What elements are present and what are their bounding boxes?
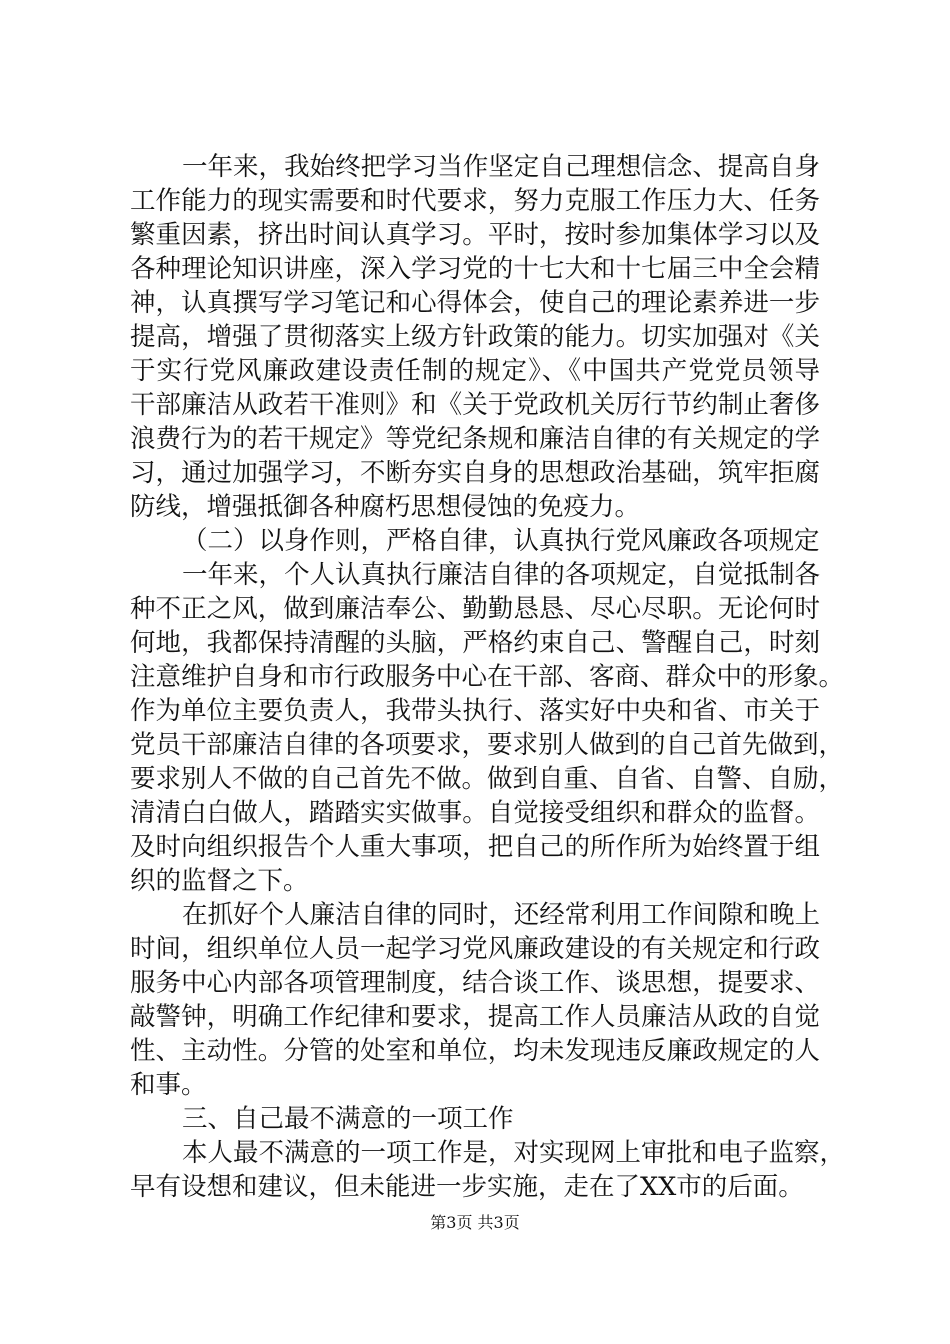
text-line: 何地，我都保持清醒的头脑，严格约束自己、警醒自己，时刻 [130, 628, 820, 658]
text-line: 要求别人不做的自己首先不做。做到自重、自省、自警、自励， [130, 764, 845, 794]
text-line: 性、主动性。分管的处室和单位，均未发现违反廉政规定的人 [130, 1036, 820, 1066]
text-line: 在抓好个人廉洁自律的同时，还经常利用工作间隙和晚上 [182, 900, 820, 930]
text-line: 清清白白做人，踏踏实实做事。自觉接受组织和群众的监督。 [130, 798, 820, 828]
text-line: 繁重因素，挤出时间认真学习。平时，按时参加集体学习以及 [130, 220, 820, 250]
text-line: 及时向组织报告个人重大事项，把自己的所作所为始终置于组 [130, 832, 820, 862]
text-line: 浪费行为的若干规定》等党纪条规和廉洁自律的有关规定的学 [130, 424, 820, 454]
text-line: 提高，增强了贯彻落实上级方针政策的能力。切实加强对《关 [130, 322, 820, 352]
text-line: 党员干部廉洁自律的各项要求，要求别人做到的自己首先做到， [130, 730, 845, 760]
text-line: 防线，增强抵御各种腐朽思想侵蚀的免疫力。 [130, 492, 641, 522]
text-line: 神，认真撰写学习笔记和心得体会，使自己的理论素养进一步 [130, 288, 820, 318]
text-line: 注意维护自身和市行政服务中心在干部、客商、群众中的形象。 [130, 662, 845, 692]
text-line: 习，通过加强学习，不断夯实自身的思想政治基础，筑牢拒腐 [130, 458, 820, 488]
text-line: 本人最不满意的一项工作是，对实现网上审批和电子监察， [182, 1138, 846, 1168]
text-line: 干部廉洁从政若干准则》和《关于党政机关厉行节约制止奢侈 [130, 390, 820, 420]
text-line: 和事。 [130, 1070, 207, 1100]
text-line: 一年来，个人认真执行廉洁自律的各项规定，自觉抵制各 [182, 560, 820, 590]
text-line: 早有设想和建议，但未能进一步实施，走在了XX市的后面。 [130, 1172, 804, 1202]
text-line: 三、自己最不满意的一项工作 [182, 1104, 514, 1134]
text-line: 工作能力的现实需要和时代要求，努力克服工作压力大、任务 [130, 186, 820, 216]
text-line: 服务中心内部各项管理制度，结合谈工作、谈思想，提要求、 [130, 968, 820, 998]
text-line: （二）以身作则，严格自律，认真执行党风廉政各项规定 [182, 526, 820, 556]
text-line: 各种理论知识讲座，深入学习党的十七大和十七届三中全会精 [130, 254, 820, 284]
text-line: 种不正之风，做到廉洁奉公、勤勤恳恳、尽心尽职。无论何时 [130, 594, 820, 624]
page-footer [0, 1213, 950, 1233]
text-line: 作为单位主要负责人，我带头执行、落实好中央和省、市关于 [130, 696, 820, 726]
page-number: 第3页 共3页 [430, 1213, 520, 1232]
text-line: 时间，组织单位人员一起学习党风廉政建设的有关规定和行政 [130, 934, 820, 964]
document-body [130, 150, 846, 1204]
text-line: 于实行党风廉政建设责任制的规定》、《中国共产党党员领导 [130, 356, 820, 386]
text-line: 敲警钟，明确工作纪律和要求，提高工作人员廉洁从政的自觉 [130, 1002, 820, 1032]
text-line: 织的监督之下。 [130, 866, 309, 896]
text-line: 一年来，我始终把学习当作坚定自己理想信念、提高自身 [182, 152, 820, 182]
